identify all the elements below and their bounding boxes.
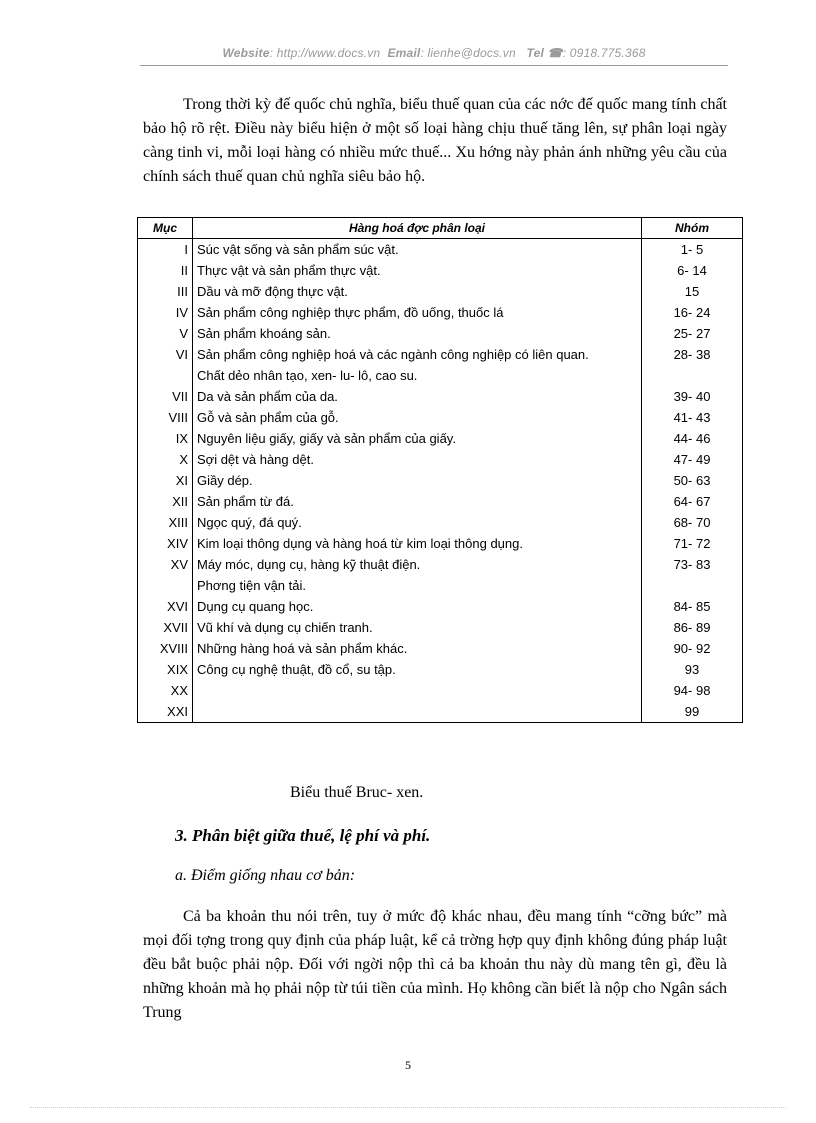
table-row bbox=[138, 617, 743, 638]
row-description: Dụng cụ quang học. bbox=[193, 596, 642, 617]
row-description: Giầy dép. bbox=[193, 470, 642, 491]
row-nhom: 71- 72 bbox=[642, 533, 743, 554]
row-nhom: 25- 27 bbox=[642, 323, 743, 344]
table-row bbox=[138, 491, 743, 512]
row-description: Những hàng hoá và sản phẩm khác. bbox=[193, 638, 642, 659]
table-row bbox=[138, 407, 743, 428]
row-nhom bbox=[642, 365, 743, 386]
row-muc: XX bbox=[138, 680, 193, 701]
row-nhom: 64- 67 bbox=[642, 491, 743, 512]
row-description: Kim loại thông dụng và hàng hoá từ kim loại thông dụng. bbox=[193, 533, 642, 554]
row-description: Máy móc, dụng cụ, hàng kỹ thuật điện. bbox=[193, 554, 642, 575]
row-muc: XI bbox=[138, 470, 193, 491]
header-muc: Mục bbox=[138, 218, 193, 239]
table-row bbox=[138, 575, 743, 596]
table-row bbox=[138, 701, 743, 723]
row-description: Sản phẩm công nghiệp thực phẩm, đồ uống, thuốc lá bbox=[193, 302, 642, 323]
row-nhom: 84- 85 bbox=[642, 596, 743, 617]
table-row bbox=[138, 449, 743, 470]
row-muc: XXI bbox=[138, 701, 193, 723]
row-muc: XVII bbox=[138, 617, 193, 638]
row-nhom: 1- 5 bbox=[642, 239, 743, 261]
row-nhom: 6- 14 bbox=[642, 260, 743, 281]
website-value: : http://www.docs.vn bbox=[269, 46, 381, 60]
header-divider bbox=[140, 65, 728, 66]
row-muc: IX bbox=[138, 428, 193, 449]
header-hang-hoa: Hàng hoá đợc phân loại bbox=[193, 218, 642, 239]
table-row bbox=[138, 470, 743, 491]
row-muc: XIV bbox=[138, 533, 193, 554]
table-row bbox=[138, 323, 743, 344]
row-description: Nguyên liệu giấy, giấy và sản phẩm của giấy. bbox=[193, 428, 642, 449]
row-muc: XII bbox=[138, 491, 193, 512]
page-number: 5 bbox=[405, 1058, 411, 1072]
row-description: Phơng tiện vận tải. bbox=[193, 575, 642, 596]
row-muc: XIII bbox=[138, 512, 193, 533]
body-paragraph-text: Cả ba khoản thu nói trên, tuy ở mức độ khác nhau, đều mang tính “cỡng bức” mà mọi đối tợng trong quy định của pháp luật, kể cả trờng hợp quy định không đúng pháp luật đều bắt buộc phải nộp. Đối với ngời nộp thì cả ba khoản thu này dù mang tên gì, đều là những khoản mà họ phải nộp từ túi tiền của mình. Họ không cần biết là nộp cho Ngân sách Trung bbox=[143, 908, 727, 1021]
row-muc: VIII bbox=[138, 407, 193, 428]
row-description: Súc vật sống và sản phẩm súc vật. bbox=[193, 239, 642, 261]
row-muc: XVI bbox=[138, 596, 193, 617]
row-description: Gỗ và sản phẩm của gỗ. bbox=[193, 407, 642, 428]
website-label: Website bbox=[222, 46, 270, 60]
section-heading: 3. Phân biệt giữa thuế, lệ phí và phí. bbox=[175, 826, 431, 845]
row-muc: III bbox=[138, 281, 193, 302]
row-muc: XVIII bbox=[138, 638, 193, 659]
row-nhom: 39- 40 bbox=[642, 386, 743, 407]
table-header-row bbox=[138, 218, 743, 239]
row-nhom: 16- 24 bbox=[642, 302, 743, 323]
row-nhom bbox=[642, 575, 743, 596]
table-row bbox=[138, 533, 743, 554]
row-nhom: 15 bbox=[642, 281, 743, 302]
row-description: Chất dẻo nhân tạo, xen- lu- lô, cao su. bbox=[193, 365, 642, 386]
subsection-heading: a. Điểm giống nhau cơ bản: bbox=[175, 867, 356, 884]
email-label: Email bbox=[387, 46, 421, 60]
table-row bbox=[138, 428, 743, 449]
row-muc: X bbox=[138, 449, 193, 470]
row-nhom: 99 bbox=[642, 701, 743, 723]
table-body bbox=[138, 239, 743, 723]
table-row bbox=[138, 659, 743, 680]
row-description: Dầu và mỡ động thực vật. bbox=[193, 281, 642, 302]
row-muc bbox=[138, 365, 193, 386]
row-description: Ngọc quý, đá quý. bbox=[193, 512, 642, 533]
row-nhom: 50- 63 bbox=[642, 470, 743, 491]
row-description bbox=[193, 701, 642, 723]
row-nhom: 94- 98 bbox=[642, 680, 743, 701]
row-muc: XV bbox=[138, 554, 193, 575]
row-muc: XIX bbox=[138, 659, 193, 680]
row-nhom: 68- 70 bbox=[642, 512, 743, 533]
row-nhom: 28- 38 bbox=[642, 344, 743, 365]
row-description: Da và sản phẩm của da. bbox=[193, 386, 642, 407]
row-muc: II bbox=[138, 260, 193, 281]
intro-paragraph-text: Trong thời kỳ đế quốc chủ nghĩa, biểu thuế quan của các nớc đế quốc mang tính chất bảo hộ rõ rệt. Điều này biểu hiện ở một số loại hàng chịu thuế tăng lên, sự phân loại ngày càng tinh vi, mỗi loại hàng có nhiều mức thuế... Xu hớng này phản ánh những yêu cầu của chính sách thuế quan chủ nghĩa siêu bảo hộ. bbox=[143, 96, 727, 185]
table-row bbox=[138, 680, 743, 701]
table-caption: Biểu thuế Bruc- xen. bbox=[290, 784, 424, 801]
row-nhom: 44- 46 bbox=[642, 428, 743, 449]
row-muc bbox=[138, 575, 193, 596]
table-row bbox=[138, 344, 743, 365]
row-nhom: 41- 43 bbox=[642, 407, 743, 428]
row-nhom: 73- 83 bbox=[642, 554, 743, 575]
row-muc: I bbox=[138, 239, 193, 261]
table-row bbox=[138, 554, 743, 575]
intro-paragraph bbox=[143, 93, 727, 189]
row-nhom: 86- 89 bbox=[642, 617, 743, 638]
header-nhom: Nhóm bbox=[642, 218, 743, 239]
table-row bbox=[138, 365, 743, 386]
row-nhom: 93 bbox=[642, 659, 743, 680]
row-description: Sản phẩm công nghiệp hoá và các ngành công nghiệp có liên quan. bbox=[193, 344, 642, 365]
tel-label: Tel ☎ bbox=[526, 46, 563, 60]
footer-divider bbox=[30, 1107, 786, 1108]
row-description: Công cụ nghệ thuật, đồ cổ, su tập. bbox=[193, 659, 642, 680]
row-description bbox=[193, 680, 642, 701]
row-nhom: 90- 92 bbox=[642, 638, 743, 659]
table-row bbox=[138, 260, 743, 281]
row-description: Sản phẩm khoáng sản. bbox=[193, 323, 642, 344]
email-value: : lienhe@docs.vn bbox=[420, 46, 516, 60]
row-description: Vũ khí và dụng cụ chiến tranh. bbox=[193, 617, 642, 638]
body-paragraph bbox=[143, 905, 727, 1025]
table-row bbox=[138, 281, 743, 302]
table-row bbox=[138, 302, 743, 323]
page-header bbox=[140, 46, 728, 60]
row-nhom: 47- 49 bbox=[642, 449, 743, 470]
table-row bbox=[138, 596, 743, 617]
row-description: Sản phẩm từ đá. bbox=[193, 491, 642, 512]
row-muc: V bbox=[138, 323, 193, 344]
row-description: Sợi dệt và hàng dệt. bbox=[193, 449, 642, 470]
row-muc: IV bbox=[138, 302, 193, 323]
tariff-table bbox=[137, 217, 743, 723]
table-row bbox=[138, 638, 743, 659]
table-row bbox=[138, 512, 743, 533]
table-row bbox=[138, 386, 743, 407]
row-muc: VII bbox=[138, 386, 193, 407]
table-row bbox=[138, 239, 743, 261]
row-muc: VI bbox=[138, 344, 193, 365]
row-description: Thực vật và sản phẩm thực vật. bbox=[193, 260, 642, 281]
tel-value: : 0918.775.368 bbox=[562, 46, 646, 60]
